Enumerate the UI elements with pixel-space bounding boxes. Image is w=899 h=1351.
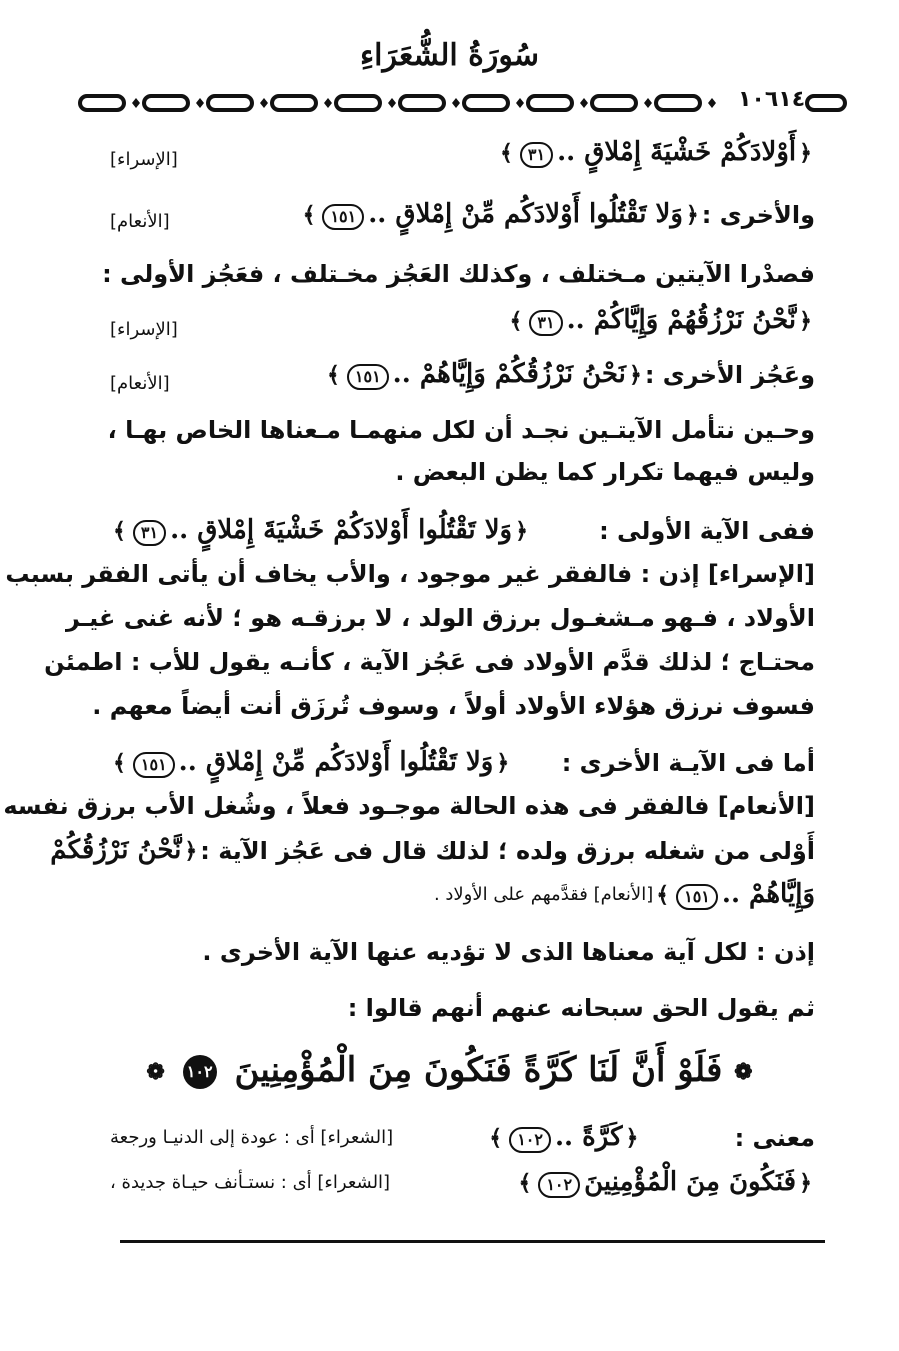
ayah-number: ٣١ [133,520,166,546]
quran-quote: ﴿نَّحْنُ نَرْزُقُكُمْ [50,835,198,865]
body-text: [الإسراء] إذن : فالفقر غير موجود ، والأب يخاف أن يأتى الفقر بسبب [5,560,815,588]
body-text: وحـين نتأمل الآيتـين نجـد أن لكل منهمـا مـعناها الخاص بهـا ، [107,416,815,444]
line-7 [395,450,815,494]
ayah-number: ١٠٢ [538,1172,580,1198]
body-text: [الشعراء] أى : عودة إلى الدنيـا ورجعة [110,1126,394,1148]
body-text: [الشعراء] أى : نستـأنف حيـاة جديدة ، [110,1171,391,1193]
line-8 [110,508,815,553]
body-text: والأخرى : [701,200,815,229]
line-5 [324,352,815,397]
quran-quote: ﴿فَنَكُونَ مِنَ الْمُؤْمِنِينَ١٠٢﴾ [518,1167,812,1197]
ayah-number: ٣١ [529,310,562,336]
body-text: أما فى الآيـة الأخرى : [561,748,815,777]
line-4 [506,298,815,343]
ornament-icon: ❁ [146,1059,165,1085]
body-text: إذن : لكل آية معناها الذى لا تؤديه عنها الآية الأخرى . [202,938,815,966]
line-10 [66,596,815,640]
quran-quote: ﴿كَرَّةً ..١٠٢﴾ [489,1122,639,1152]
line-11 [44,640,815,684]
line-6 [107,408,815,452]
quran-quote: وَإِيَّاهُمْ ..١٥١﴾ [656,879,815,909]
ornament-icon: ❁ [734,1059,753,1085]
body-text: الأولاد ، فـهو مـشغـول برزق الولد ، لا برزقـه هو ؛ لأنه غنى غيـر [66,604,815,632]
quran-quote: ﴿وَلا تَقْتُلُوا أَوْلادَكُم مِّنْ إِمْلاقٍ ..١٥١﴾ [113,747,510,777]
body-text: [الأنعام] فالفقر فى هذه الحالة موجـود فعلاً ، وشُغل الأب برزق نفسه [3,792,815,820]
line-9 [5,552,815,596]
surah-reference: [الأنعام] [110,211,170,232]
featured-verse-text: فَلَوْ أَنَّ لَنَا كَرَّةً فَنَكُونَ مِنَ الْمُؤْمِنِينَ [234,1050,723,1090]
page-number: ١٠٦١٤ [738,87,806,112]
ayah-number: ١٠٢ [183,1055,217,1089]
quran-quote: ﴿نَحْنُ نَرْزُقُكُمْ وَإِيَّاهُمْ ..١٥١﴾ [327,359,642,389]
body-text: [الأنعام] فقدَّمهم على الأولاد . [433,883,654,905]
quran-quote: ﴿نَّحْنُ نَرْزُقُهُمْ وَإِيَّاكُمْ ..٣١﴾ [509,305,812,335]
ayah-number: ١٥١ [347,364,389,390]
featured-verse [0,1050,899,1090]
body-text: ففى الآية الأولى : [599,516,815,545]
ayah-number: ١٥١ [676,884,718,910]
line-2 [300,192,815,237]
body-text: فسوف نرزق هؤلاء الأولاد أولاً ، وسوف تُرزَق أنت أيضاً معهم . [92,692,815,720]
line-12 [92,684,815,728]
body-text: أَوْلى من شغله برزق ولده ؛ لذلك قال فى عَجُز الآية : [200,836,815,865]
surah-reference: [الإسراء] [110,149,178,170]
body-text: ثم يقول الحق سبحانه عنهم أنهم قالوا : [347,994,815,1022]
line-15 [50,828,815,873]
body-text: وعَجُز الأخرى : [644,360,815,389]
line-19 [110,1115,815,1160]
line-1 [497,130,815,175]
ayah-number: ١٠٢ [509,1127,551,1153]
quran-quote: ﴿وَلا تَقْتُلُوا أَوْلادَكُمْ خَشْيَةَ إِمْلاقٍ ..٣١﴾ [113,515,528,545]
line-3 [102,252,815,296]
quran-quote: ﴿وَلا تَقْتُلُوا أَوْلادَكُم مِّنْ إِمْلاقٍ ..١٥١﴾ [302,199,699,229]
line-16 [434,872,815,917]
ornamental-chain-border [72,86,852,120]
body-text: معنى : [734,1123,815,1152]
quran-quote: ﴿أَوْلادَكُمْ خَشْيَةَ إِمْلاقٍ ..٣١﴾ [500,137,812,167]
line-17 [202,930,815,974]
ayah-number: ١٥١ [133,752,175,778]
body-text: فصدْرا الآيتين مـختلف ، وكذلك العَجُز مخـتلف ، فعَجُز الأولى : [102,260,815,288]
line-20 [110,1160,815,1205]
line-18 [348,986,815,1030]
surah-reference: [الإسراء] [110,319,178,340]
line-13 [110,740,815,785]
ayah-number: ٣١ [520,142,553,168]
surah-title: سُورَةُ الشُّعَرَاءِ [360,38,539,73]
body-text: وليس فيهما تكرار كما يظن البعض . [395,458,815,486]
ayah-number: ١٥١ [322,204,364,230]
surah-reference: [الأنعام] [110,373,170,394]
footer-divider [120,1240,825,1243]
line-14 [3,784,815,828]
body-text: محتـاج ؛ لذلك قدَّم الأولاد فى عَجُز الآية ، كأنـه يقول للأب : اطمئن [44,648,815,676]
